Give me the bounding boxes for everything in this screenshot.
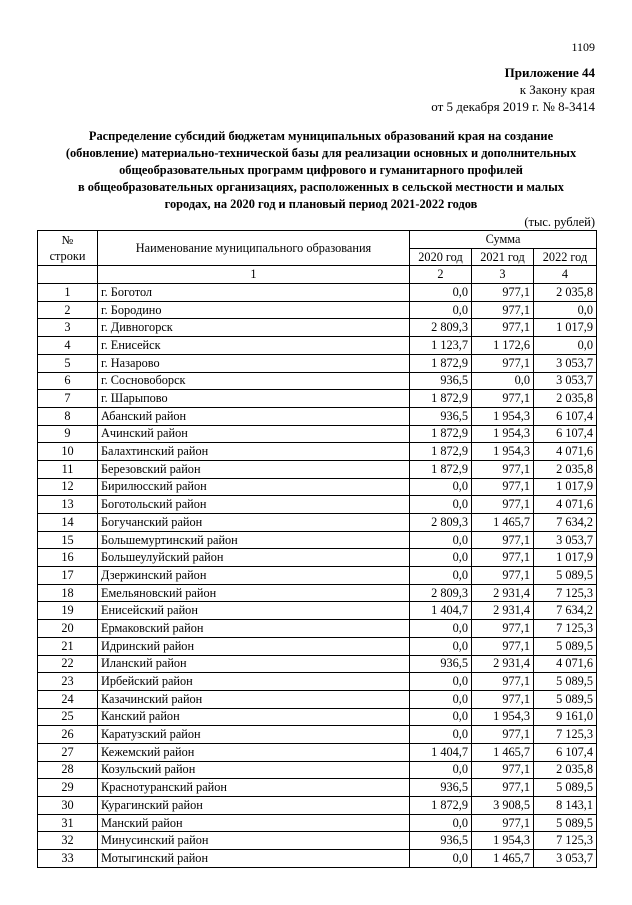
value-2021: 2 931,4: [472, 602, 534, 620]
table-row: [38, 779, 597, 797]
header-sum: Сумма: [410, 231, 597, 249]
row-number: 9: [38, 425, 98, 443]
value-2020: 1 872,9: [410, 797, 472, 815]
value-2022: 3 053,7: [534, 531, 597, 549]
municipality-name: Мотыгинский район: [98, 850, 410, 868]
value-2020: 1 123,7: [410, 337, 472, 355]
title-line: (обновление) материально-технической базы для реализации основных и дополнительных: [65, 146, 577, 160]
units-label: (тыс. рублей): [524, 215, 595, 229]
value-2022: 5 089,5: [534, 637, 597, 655]
table-row: [38, 354, 597, 372]
row-number: 18: [38, 584, 98, 602]
municipality-name: Иланский район: [98, 655, 410, 673]
value-2020: 0,0: [410, 478, 472, 496]
table-row: [38, 850, 597, 868]
municipality-name: Абанский район: [98, 407, 410, 425]
title-line: городах, на 2020 год и плановый период 2021-2022 годов: [164, 197, 478, 211]
value-2021: 1 954,3: [472, 708, 534, 726]
value-2022: 5 089,5: [534, 814, 597, 832]
title-line: в общеобразовательных организациях, расположенных в сельской местности и малых: [78, 180, 564, 194]
value-2020: 0,0: [410, 620, 472, 638]
value-2022: 5 089,5: [534, 690, 597, 708]
value-2022: 2 035,8: [534, 460, 597, 478]
value-2021: 977,1: [472, 460, 534, 478]
value-2022: 5 089,5: [534, 673, 597, 691]
header-name: Наименование муниципального образования: [98, 231, 410, 266]
municipality-name: Казачинский район: [98, 690, 410, 708]
value-2021: 3 908,5: [472, 797, 534, 815]
value-2022: 0,0: [534, 337, 597, 355]
document-title: [60, 128, 582, 213]
value-2022: 2 035,8: [534, 761, 597, 779]
header-index-row: [38, 266, 597, 284]
value-2020: 0,0: [410, 850, 472, 868]
value-2022: 1 017,9: [534, 478, 597, 496]
municipality-name: Минусинский район: [98, 832, 410, 850]
table-row: [38, 690, 597, 708]
municipality-name: Ермаковский район: [98, 620, 410, 638]
value-2022: 4 071,6: [534, 655, 597, 673]
municipality-name: Каратузский район: [98, 726, 410, 744]
value-2021: 977,1: [472, 478, 534, 496]
title-line: общеобразовательных программ цифрового и гуманитарного профилей: [119, 163, 523, 177]
table-row: [38, 832, 597, 850]
municipality-name: Березовский район: [98, 460, 410, 478]
value-2022: 7 125,3: [534, 726, 597, 744]
municipality-name: Боготольский район: [98, 496, 410, 514]
value-2021: 977,1: [472, 284, 534, 302]
value-2022: 9 161,0: [534, 708, 597, 726]
value-2021: 1 954,3: [472, 832, 534, 850]
header-num: [38, 231, 98, 266]
municipality-name: г. Бородино: [98, 301, 410, 319]
table-row: [38, 655, 597, 673]
table-row: [38, 549, 597, 567]
header-row: [38, 231, 597, 249]
table-row: [38, 425, 597, 443]
table-row: [38, 567, 597, 585]
annex-law-ref: к Закону края: [519, 82, 595, 97]
table-row: [38, 514, 597, 532]
header-num-line2: строки: [49, 249, 86, 264]
row-number: 1: [38, 284, 98, 302]
table-row: [38, 407, 597, 425]
row-number: 3: [38, 319, 98, 337]
value-2021: 977,1: [472, 761, 534, 779]
value-2022: 3 053,7: [534, 354, 597, 372]
table-row: [38, 584, 597, 602]
table-body: [38, 284, 597, 868]
value-2021: 977,1: [472, 319, 534, 337]
value-2020: 936,5: [410, 779, 472, 797]
municipality-name: г. Енисейск: [98, 337, 410, 355]
value-2022: 3 053,7: [534, 850, 597, 868]
row-number: 30: [38, 797, 98, 815]
row-number: 19: [38, 602, 98, 620]
value-2022: 0,0: [534, 301, 597, 319]
table-row: [38, 301, 597, 319]
row-number: 15: [38, 531, 98, 549]
value-2020: 1 404,7: [410, 743, 472, 761]
value-2020: 0,0: [410, 708, 472, 726]
municipality-name: Большеулуйский район: [98, 549, 410, 567]
title-line: Распределение субсидий бюджетам муниципальных образований края на создание: [88, 129, 554, 143]
municipality-name: Бирилюсский район: [98, 478, 410, 496]
row-number: 5: [38, 354, 98, 372]
table-row: [38, 531, 597, 549]
row-number: 16: [38, 549, 98, 567]
municipality-name: Ирбейский район: [98, 673, 410, 691]
value-2020: 0,0: [410, 690, 472, 708]
table-row: [38, 797, 597, 815]
header-2021: 2021 год: [472, 248, 534, 266]
value-2021: 977,1: [472, 531, 534, 549]
row-number: 28: [38, 761, 98, 779]
value-2021: 1 172,6: [472, 337, 534, 355]
municipality-name: Манский район: [98, 814, 410, 832]
row-number: 27: [38, 743, 98, 761]
value-2020: 936,5: [410, 655, 472, 673]
value-2021: 977,1: [472, 390, 534, 408]
header-index-2020: 2: [410, 266, 472, 284]
value-2021: 1 465,7: [472, 743, 534, 761]
row-number: 13: [38, 496, 98, 514]
row-number: 20: [38, 620, 98, 638]
value-2020: 0,0: [410, 567, 472, 585]
value-2020: 0,0: [410, 761, 472, 779]
municipality-name: г. Сосновоборск: [98, 372, 410, 390]
value-2022: 1 017,9: [534, 319, 597, 337]
value-2020: 2 809,3: [410, 584, 472, 602]
municipality-name: Козульский район: [98, 761, 410, 779]
value-2021: 977,1: [472, 673, 534, 691]
value-2020: 2 809,3: [410, 514, 472, 532]
row-number: 14: [38, 514, 98, 532]
municipality-name: Балахтинский район: [98, 443, 410, 461]
header-index-2022: 4: [534, 266, 597, 284]
value-2020: 0,0: [410, 301, 472, 319]
header-index-name: 1: [98, 266, 410, 284]
value-2020: 1 872,9: [410, 390, 472, 408]
value-2020: 936,5: [410, 832, 472, 850]
value-2020: 0,0: [410, 637, 472, 655]
table-row: [38, 602, 597, 620]
table-row: [38, 372, 597, 390]
value-2021: 977,1: [472, 814, 534, 832]
value-2021: 977,1: [472, 567, 534, 585]
value-2022: 5 089,5: [534, 779, 597, 797]
table-row: [38, 460, 597, 478]
row-number: 23: [38, 673, 98, 691]
value-2022: 7 634,2: [534, 602, 597, 620]
value-2021: 977,1: [472, 637, 534, 655]
value-2020: 0,0: [410, 726, 472, 744]
value-2022: 7 634,2: [534, 514, 597, 532]
row-number: 25: [38, 708, 98, 726]
value-2022: 4 071,6: [534, 443, 597, 461]
header-num-line1: №: [61, 233, 74, 248]
value-2020: 1 872,9: [410, 460, 472, 478]
value-2021: 977,1: [472, 301, 534, 319]
value-2020: 1 872,9: [410, 354, 472, 372]
value-2021: 977,1: [472, 549, 534, 567]
value-2022: 2 035,8: [534, 284, 597, 302]
table-row: [38, 743, 597, 761]
value-2021: 2 931,4: [472, 655, 534, 673]
municipality-name: Кежемский район: [98, 743, 410, 761]
value-2022: 4 071,6: [534, 496, 597, 514]
table-row: [38, 319, 597, 337]
table-row: [38, 620, 597, 638]
table-row: [38, 284, 597, 302]
value-2020: 2 809,3: [410, 319, 472, 337]
annex-title: Приложение 44: [504, 65, 595, 80]
value-2021: 977,1: [472, 726, 534, 744]
row-number: 7: [38, 390, 98, 408]
value-2020: 0,0: [410, 496, 472, 514]
value-2020: 936,5: [410, 372, 472, 390]
row-number: 2: [38, 301, 98, 319]
value-2022: 6 107,4: [534, 743, 597, 761]
row-number: 31: [38, 814, 98, 832]
value-2022: 6 107,4: [534, 425, 597, 443]
municipality-name: Канский район: [98, 708, 410, 726]
value-2020: 0,0: [410, 814, 472, 832]
table-row: [38, 496, 597, 514]
value-2021: 977,1: [472, 620, 534, 638]
value-2021: 1 954,3: [472, 407, 534, 425]
value-2020: 0,0: [410, 673, 472, 691]
row-number: 4: [38, 337, 98, 355]
value-2022: 6 107,4: [534, 407, 597, 425]
row-number: 33: [38, 850, 98, 868]
municipality-name: Курагинский район: [98, 797, 410, 815]
value-2022: 1 017,9: [534, 549, 597, 567]
value-2020: 0,0: [410, 284, 472, 302]
value-2020: 1 872,9: [410, 443, 472, 461]
header-index-empty: [38, 266, 98, 284]
municipality-name: Богучанский район: [98, 514, 410, 532]
table-row: [38, 814, 597, 832]
row-number: 22: [38, 655, 98, 673]
value-2021: 1 465,7: [472, 850, 534, 868]
row-number: 12: [38, 478, 98, 496]
municipality-name: г. Шарыпово: [98, 390, 410, 408]
table-row: [38, 478, 597, 496]
row-number: 8: [38, 407, 98, 425]
municipality-name: Дзержинский район: [98, 567, 410, 585]
value-2022: 2 035,8: [534, 390, 597, 408]
value-2022: 7 125,3: [534, 584, 597, 602]
value-2021: 2 931,4: [472, 584, 534, 602]
header-2020: 2020 год: [410, 248, 472, 266]
row-number: 11: [38, 460, 98, 478]
row-number: 6: [38, 372, 98, 390]
row-number: 29: [38, 779, 98, 797]
value-2020: 1 872,9: [410, 425, 472, 443]
value-2020: 0,0: [410, 531, 472, 549]
table-row: [38, 637, 597, 655]
value-2021: 977,1: [472, 779, 534, 797]
value-2021: 977,1: [472, 354, 534, 372]
row-number: 32: [38, 832, 98, 850]
table-row: [38, 390, 597, 408]
municipality-name: г. Назарово: [98, 354, 410, 372]
value-2021: 1 954,3: [472, 425, 534, 443]
municipality-name: г. Дивногорск: [98, 319, 410, 337]
row-number: 24: [38, 690, 98, 708]
municipality-name: Ачинский район: [98, 425, 410, 443]
value-2021: 0,0: [472, 372, 534, 390]
subsidy-table: [37, 230, 597, 868]
value-2021: 977,1: [472, 496, 534, 514]
row-number: 21: [38, 637, 98, 655]
value-2022: 7 125,3: [534, 832, 597, 850]
municipality-name: г. Боготол: [98, 284, 410, 302]
value-2021: 977,1: [472, 690, 534, 708]
table-row: [38, 337, 597, 355]
value-2022: 7 125,3: [534, 620, 597, 638]
municipality-name: Краснотуранский район: [98, 779, 410, 797]
annex-date: от 5 декабря 2019 г. № 8-3414: [431, 99, 595, 114]
municipality-name: Енисейский район: [98, 602, 410, 620]
municipality-name: Емельяновский район: [98, 584, 410, 602]
value-2020: 0,0: [410, 549, 472, 567]
table-row: [38, 673, 597, 691]
table-row: [38, 726, 597, 744]
value-2020: 936,5: [410, 407, 472, 425]
row-number: 17: [38, 567, 98, 585]
municipality-name: Идринский район: [98, 637, 410, 655]
header-index-2021: 3: [472, 266, 534, 284]
value-2021: 1 465,7: [472, 514, 534, 532]
table-row: [38, 443, 597, 461]
row-number: 10: [38, 443, 98, 461]
value-2022: 5 089,5: [534, 567, 597, 585]
annex-block: [431, 64, 595, 115]
municipality-name: Большемуртинский район: [98, 531, 410, 549]
table-row: [38, 708, 597, 726]
value-2020: 1 404,7: [410, 602, 472, 620]
value-2022: 8 143,1: [534, 797, 597, 815]
row-number: 26: [38, 726, 98, 744]
header-2022: 2022 год: [534, 248, 597, 266]
value-2022: 3 053,7: [534, 372, 597, 390]
table-row: [38, 761, 597, 779]
page-number: 1109: [571, 40, 595, 54]
value-2021: 1 954,3: [472, 443, 534, 461]
